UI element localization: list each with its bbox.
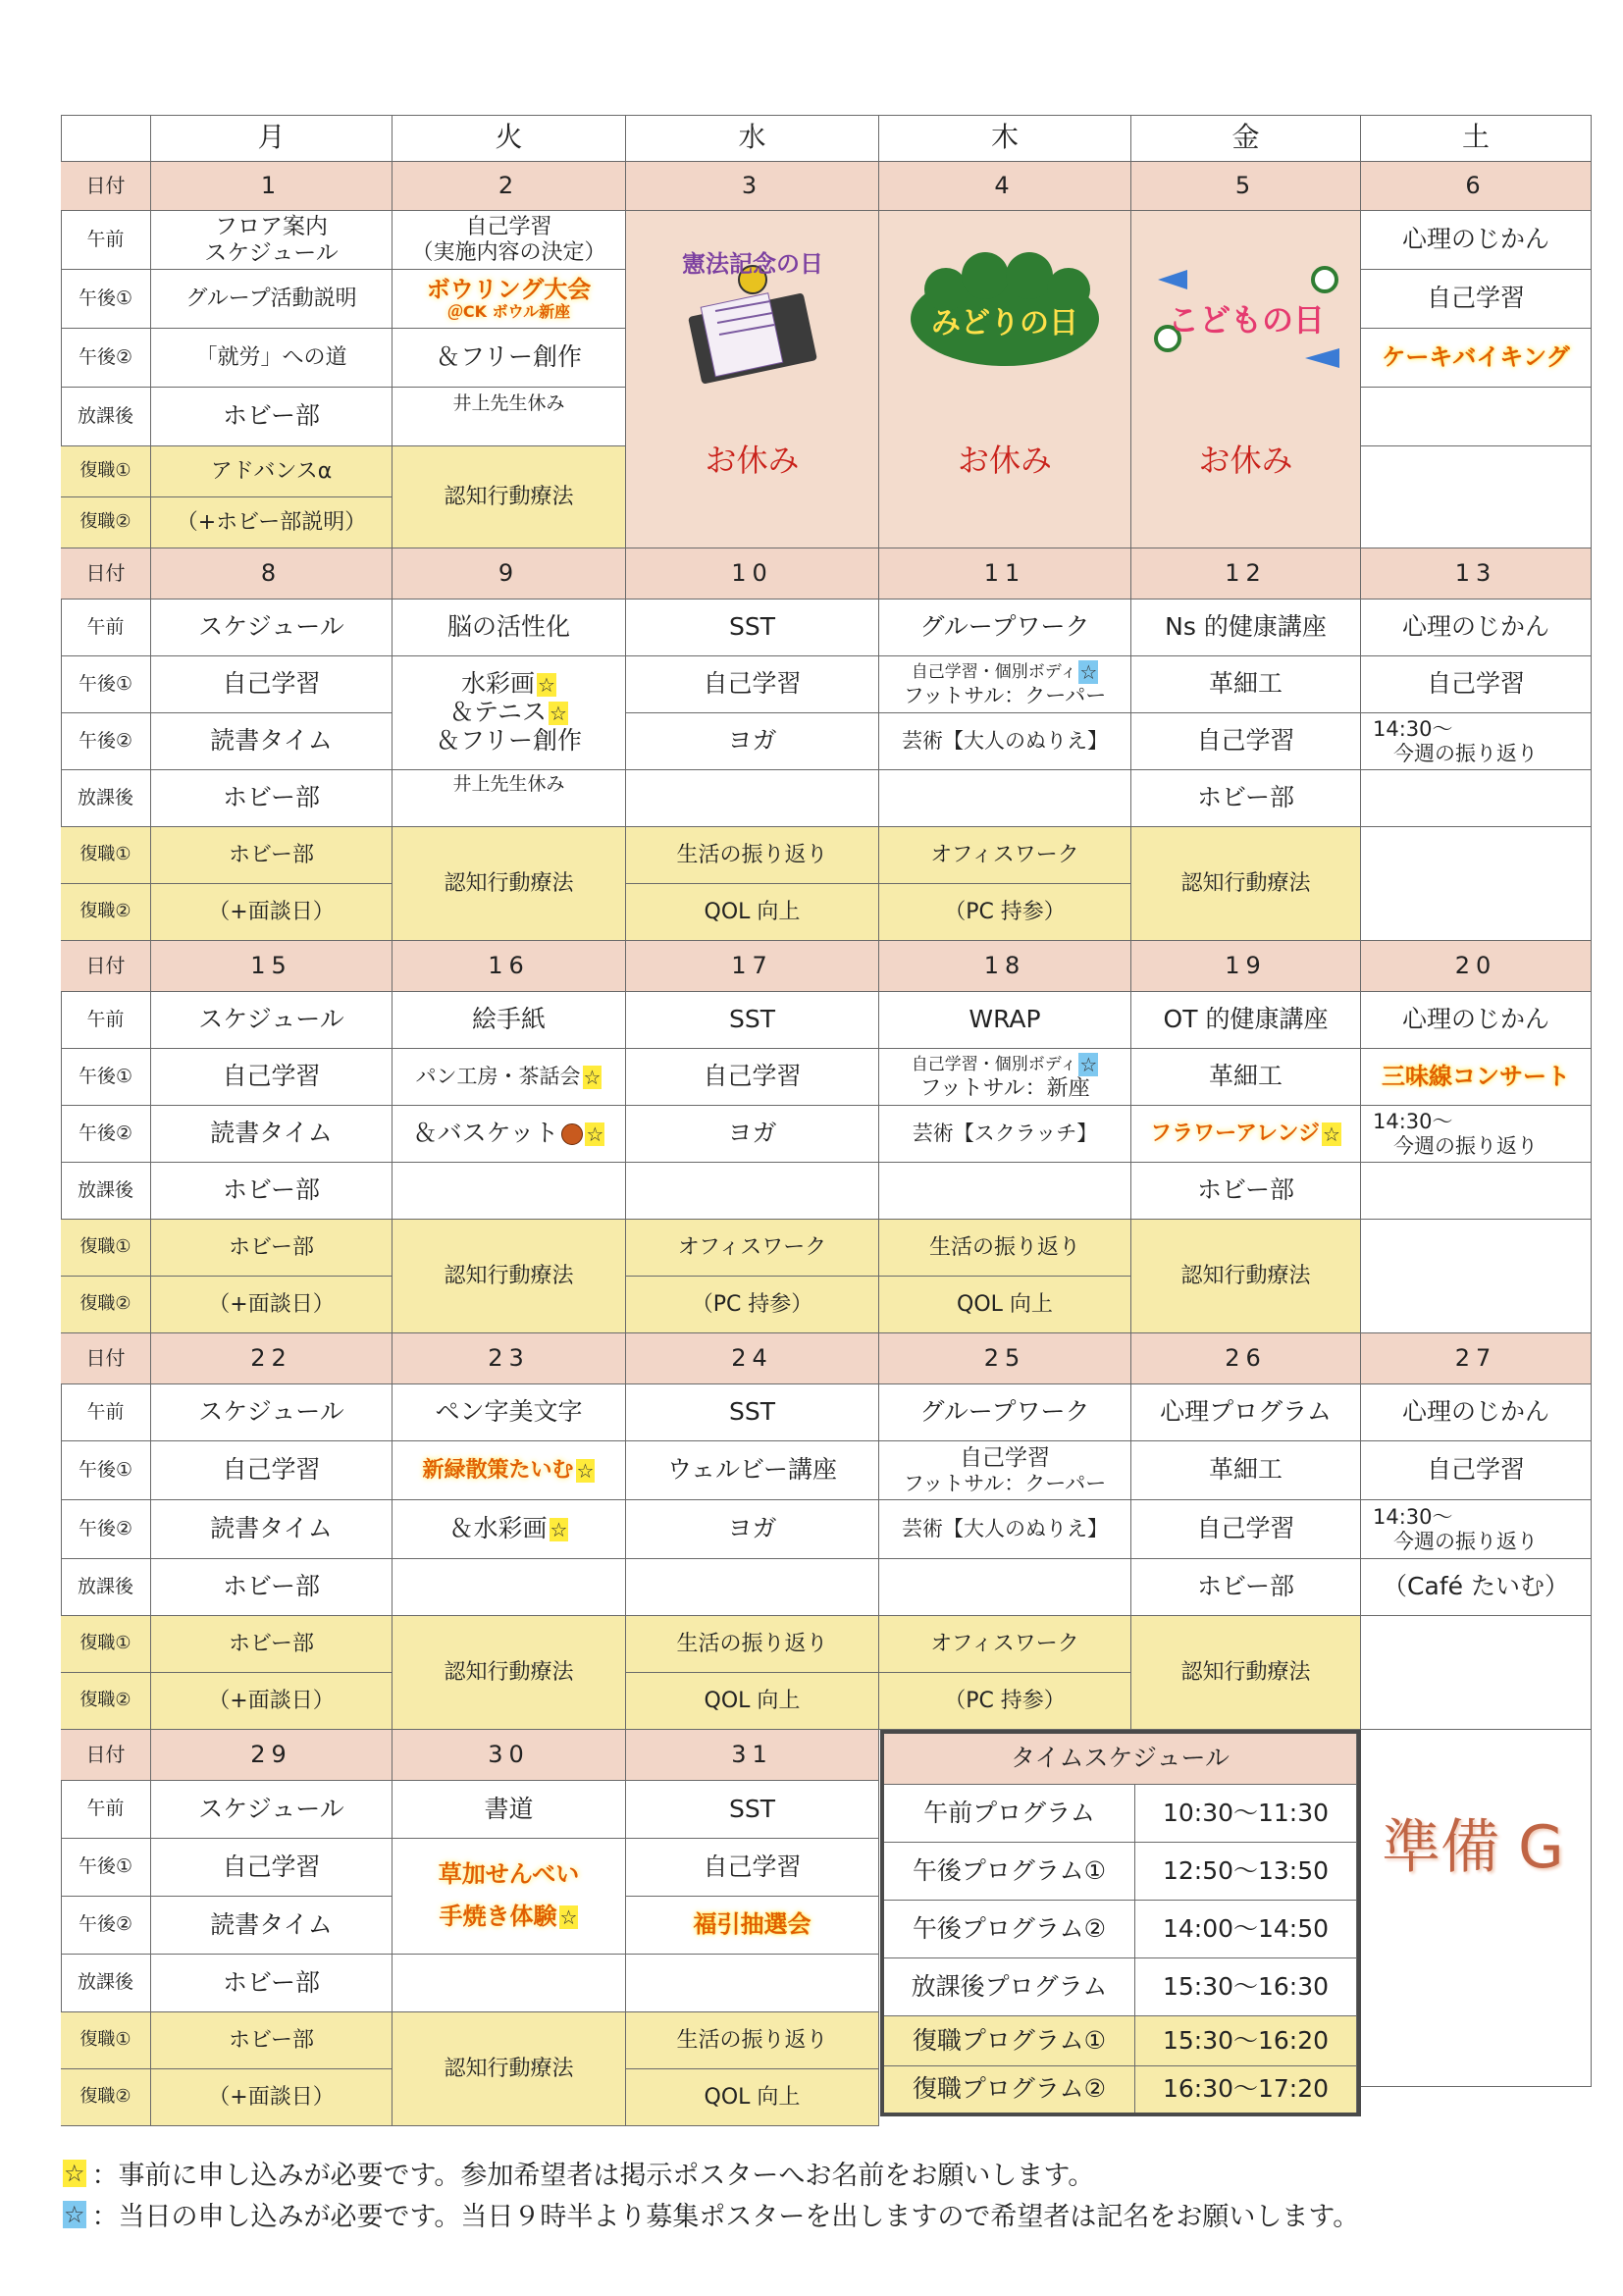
date-cell: 19 [1131, 941, 1361, 992]
mon-am: フロア案内 スケジュール [151, 211, 393, 270]
wed-return1: 生活の振り返り [626, 1616, 879, 1673]
mon-pm1: 自己学習 [151, 1441, 393, 1500]
thu-return2: （PC 持参） [879, 1673, 1131, 1730]
mon-return2: （+面談日） [151, 884, 393, 941]
tue-pm-line [461, 670, 556, 699]
childrens-day-art-text: こどもの日 [1167, 301, 1325, 339]
weekday-thu: 木 [879, 115, 1131, 162]
mon-return2: （+ホビー部説明） [151, 497, 393, 548]
weekday-wed: 水 [626, 115, 879, 162]
ts-time: 15:30～16:20 [1135, 2016, 1357, 2066]
tue-pm2: ＆フリー創作 [393, 329, 626, 388]
label-return1: 復職① [61, 827, 151, 884]
weekday-fri: 金 [1131, 115, 1361, 162]
thu-pm1-line [912, 1053, 1099, 1076]
fri-pm1: 革細工 [1131, 656, 1361, 713]
star-mark-blue: ☆ [1079, 660, 1098, 685]
thu-pm1 [879, 656, 1131, 713]
fri-after: ホビー部 [1131, 770, 1361, 827]
fri-pm1: 革細工 [1131, 1049, 1361, 1106]
star-mark: ☆ [64, 2159, 85, 2187]
star-mark: ☆ [559, 1905, 578, 1929]
tue-after [393, 1559, 626, 1616]
mon-pm1: 自己学習 [151, 1049, 393, 1106]
sat-am: 心理のじかん [1361, 1384, 1592, 1441]
thu-return1: オフィスワーク [879, 827, 1131, 884]
sat-after: （Café たいむ） [1361, 1559, 1592, 1616]
date-cell: 6 [1361, 162, 1592, 211]
tue-after [393, 1163, 626, 1220]
wed-am: SST [626, 1781, 879, 1839]
tue-return: 認知行動療法 [393, 827, 626, 941]
label-am: 午前 [61, 600, 151, 656]
tue-pm-b: ＆テニス [449, 698, 548, 727]
label-return1: 復職① [61, 2012, 151, 2069]
greenery-day-art-text: みどりの日 [931, 306, 1078, 340]
label-am: 午前 [61, 211, 151, 270]
mon-pm2: 読書タイム [151, 713, 393, 770]
date-cell: 16 [393, 941, 626, 992]
ts-name: 復職プログラム① [884, 2016, 1135, 2066]
tue-return: 認知行動療法 [393, 446, 626, 548]
note-blue [61, 2195, 1359, 2233]
label-return1: 復職① [61, 446, 151, 497]
corner-cell [61, 115, 151, 162]
fri-holiday-label: お休み [1198, 442, 1293, 479]
wed-after [626, 770, 879, 827]
fri-pm2-text: フラワーアレンジ [1150, 1121, 1320, 1146]
mon-return2: （+面談日） [151, 1673, 393, 1730]
tue-am: ペン字美文字 [393, 1384, 626, 1441]
date-cell: 10 [626, 548, 879, 600]
label-pm2: 午後② [61, 1106, 151, 1163]
tue-am: 絵手紙 [393, 992, 626, 1049]
sat-pm2: 14:30～ 今週の振り返り [1361, 1500, 1592, 1559]
date-cell: 3 [626, 162, 879, 211]
mon-pm1: 自己学習 [151, 656, 393, 713]
thu-holiday-label: お休み [957, 442, 1052, 479]
wed-am: SST [626, 1384, 879, 1441]
tue-pm1 [393, 270, 626, 329]
tue-after: 井上先生休み [393, 388, 626, 446]
wed-return2: QOL 向上 [626, 2069, 879, 2126]
sat-am: 心理のじかん [1361, 992, 1592, 1049]
label-return1: 復職① [61, 1220, 151, 1277]
tue-am: 自己学習 （実施内容の決定） [393, 211, 626, 270]
tue-after: 井上先生休み [393, 770, 626, 827]
date-cell: 25 [879, 1333, 1131, 1384]
thu-holiday [879, 211, 1131, 548]
thu-after [879, 770, 1131, 827]
date-cell: 18 [879, 941, 1131, 992]
label-pm1: 午後① [61, 1049, 151, 1106]
mon-pm2: 読書タイム [151, 1897, 393, 1955]
label-after: 放課後 [61, 1955, 151, 2012]
thu-pm1-a: 自己学習・個別ボディ [911, 662, 1077, 683]
star-mark: ☆ [550, 702, 567, 726]
mon-after: ホビー部 [151, 388, 393, 446]
tue-pm-a: 草加せんべい [438, 1860, 580, 1889]
label-after: 放課後 [61, 770, 151, 827]
label-pm2: 午後② [61, 1500, 151, 1559]
thu-pm1-a: 自己学習 [960, 1445, 1050, 1472]
ts-time: 15:30～16:30 [1135, 1958, 1357, 2016]
time-schedule-title: タイムスケジュール [884, 1734, 1357, 1785]
label-return1: 復職① [61, 1616, 151, 1673]
label-after: 放課後 [61, 388, 151, 446]
mon-am: スケジュール [151, 1781, 393, 1839]
fri-return: 認知行動療法 [1131, 1220, 1361, 1333]
wed-after [626, 1955, 879, 2012]
thu-pm2: 芸術【スクラッチ】 [879, 1106, 1131, 1163]
date-cell: 30 [393, 1730, 626, 1781]
mon-after: ホビー部 [151, 1559, 393, 1616]
label-am: 午前 [61, 992, 151, 1049]
thu-pm1 [879, 1049, 1131, 1106]
mon-return1: ホビー部 [151, 1616, 393, 1673]
tue-am: 脳の活性化 [393, 600, 626, 656]
star-mark: ☆ [1322, 1122, 1340, 1146]
label-after: 放課後 [61, 1559, 151, 1616]
constitution-day-illustration [654, 250, 851, 388]
wed-return1: 生活の振り返り [626, 827, 879, 884]
ts-name: 午前プログラム [884, 1785, 1135, 1843]
tue-pm1 [393, 1441, 626, 1500]
ts-time: 16:30～17:20 [1135, 2066, 1357, 2113]
fri-am: Ns 的健康講座 [1131, 600, 1361, 656]
thu-return1: オフィスワーク [879, 1616, 1131, 1673]
sat-am: 心理のじかん [1361, 211, 1592, 270]
weekday-mon: 月 [151, 115, 393, 162]
ts-time: 10:30～11:30 [1135, 1785, 1357, 1843]
fri-pm2: 自己学習 [1131, 713, 1361, 770]
date-cell: 13 [1361, 548, 1592, 600]
mon-return2: （+面談日） [151, 1277, 393, 1333]
tue-am: 書道 [393, 1781, 626, 1839]
junbi-area [1361, 1730, 1592, 2087]
mon-pm2: 読書タイム [151, 1500, 393, 1559]
fri-holiday [1131, 211, 1361, 548]
wed-holiday [626, 211, 879, 548]
tue-pm [393, 656, 626, 770]
time-schedule-box [880, 1730, 1361, 2116]
tue-return: 認知行動療法 [393, 2012, 626, 2126]
wed-pm2: ヨガ [626, 1106, 879, 1163]
star-mark: ☆ [550, 1517, 568, 1541]
mon-pm1: 自己学習 [151, 1839, 393, 1897]
fri-pm2: 自己学習 [1131, 1500, 1361, 1559]
wed-after [626, 1559, 879, 1616]
wed-pm1: ウェルビー講座 [626, 1441, 879, 1500]
thu-return2: （PC 持参） [879, 884, 1131, 941]
date-cell: 2 [393, 162, 626, 211]
sat-pm2: 14:30～ 今週の振り返り [1361, 1106, 1592, 1163]
sat-pm1: 自己学習 [1361, 1441, 1592, 1500]
date-cell: 24 [626, 1333, 879, 1384]
sat-return [1361, 446, 1592, 548]
wed-pm2: ヨガ [626, 713, 879, 770]
thu-am: グループワーク [879, 1384, 1131, 1441]
tue-return: 認知行動療法 [393, 1220, 626, 1333]
mon-after: ホビー部 [151, 1163, 393, 1220]
tue-pm-line [440, 1903, 579, 1931]
thu-pm1-line [912, 660, 1099, 684]
tue-pm-b: 手焼き体験 [439, 1902, 557, 1930]
sat-pm1: 自己学習 [1361, 270, 1592, 329]
mon-pm2: 読書タイム [151, 1106, 393, 1163]
label-pm2: 午後② [61, 329, 151, 388]
tue-pm [393, 1839, 626, 1955]
date-cell: 27 [1361, 1333, 1592, 1384]
mon-am: スケジュール [151, 992, 393, 1049]
fri-return: 認知行動療法 [1131, 827, 1361, 941]
thu-am: グループワーク [879, 600, 1131, 656]
weekday-tue: 火 [393, 115, 626, 162]
wed-am: SST [626, 992, 879, 1049]
mon-am: スケジュール [151, 1384, 393, 1441]
wed-pm1: 自己学習 [626, 1839, 879, 1897]
ts-name: 午後プログラム② [884, 1901, 1135, 1958]
mon-pm2: 「就労」への道 [151, 329, 393, 388]
mon-return1: ホビー部 [151, 1220, 393, 1277]
fri-after: ホビー部 [1131, 1559, 1361, 1616]
sat-pm2: ケーキバイキング [1361, 329, 1592, 388]
tue-pm2-text: ＆水彩画 [448, 1514, 548, 1543]
date-cell: 8 [151, 548, 393, 600]
label-am: 午前 [61, 1384, 151, 1441]
fri-am: OT 的健康講座 [1131, 992, 1361, 1049]
sat-pm2: 14:30～ 今週の振り返り [1361, 713, 1592, 770]
date-cell: 17 [626, 941, 879, 992]
mon-after: ホビー部 [151, 770, 393, 827]
thu-pm2: 芸術【大人のぬりえ】 [879, 713, 1131, 770]
sat-am: 心理のじかん [1361, 600, 1592, 656]
tue-return: 認知行動療法 [393, 1616, 626, 1730]
tue-pm1-event: ボウリング大会 [426, 275, 592, 303]
label-pm1: 午後① [61, 656, 151, 713]
tue-pm2-text: ＆バスケット [412, 1119, 559, 1148]
date-cell: 9 [393, 548, 626, 600]
mon-return1: ホビー部 [151, 827, 393, 884]
wed-pm2: 福引抽選会 [626, 1897, 879, 1955]
greenery-day-illustration [907, 250, 1103, 388]
label-pm2: 午後② [61, 713, 151, 770]
sat-return [1361, 1616, 1592, 1730]
label-date: 日付 [61, 1730, 151, 1781]
thu-pm2: 芸術【大人のぬりえ】 [879, 1500, 1131, 1559]
fri-after: ホビー部 [1131, 1163, 1361, 1220]
sat-return [1361, 827, 1592, 941]
label-date: 日付 [61, 941, 151, 992]
wed-holiday-label: お休み [705, 442, 800, 479]
label-am: 午前 [61, 1781, 151, 1839]
mon-return2: （+面談日） [151, 2069, 393, 2126]
label-after: 放課後 [61, 1163, 151, 1220]
tue-after [393, 1955, 626, 2012]
label-pm1: 午後① [61, 1441, 151, 1500]
star-mark-blue: ☆ [1079, 1052, 1098, 1076]
date-cell: 12 [1131, 548, 1361, 600]
tue-pm2 [393, 1500, 626, 1559]
date-cell: 4 [879, 162, 1131, 211]
date-cell: 11 [879, 548, 1131, 600]
thu-after [879, 1559, 1131, 1616]
note-blue-text: ：当日の申し込みが必要です。当日９時半より募集ポスターを出しますので希望者は記名をお願いします。 [91, 2202, 1360, 2232]
wed-pm2: ヨガ [626, 1500, 879, 1559]
label-pm1: 午後① [61, 1839, 151, 1897]
basketball-icon [561, 1123, 583, 1145]
label-return2: 復職② [61, 497, 151, 548]
thu-after [879, 1163, 1131, 1220]
date-cell: 1 [151, 162, 393, 211]
date-cell: 22 [151, 1333, 393, 1384]
thu-pm1 [879, 1441, 1131, 1500]
sat-pm1: 三味線コンサート [1361, 1049, 1592, 1106]
thu-pm1-b: フットサル：クーパー [903, 684, 1107, 708]
sat-after [1361, 1163, 1592, 1220]
tue-pm1-text: パン工房・茶話会 [415, 1065, 581, 1089]
date-cell: 5 [1131, 162, 1361, 211]
tue-pm-a: 水彩画 [461, 669, 536, 699]
tue-pm1 [393, 1049, 626, 1106]
childrens-day-illustration [1148, 250, 1344, 388]
star-mark-blue: ☆ [64, 2200, 85, 2228]
thu-pm1-b: フットサル：新座 [919, 1075, 1090, 1101]
date-cell: 20 [1361, 941, 1592, 992]
ts-time: 12:50～13:50 [1135, 1843, 1357, 1901]
wed-am: SST [626, 600, 879, 656]
wed-return2: QOL 向上 [626, 1673, 879, 1730]
label-return2: 復職② [61, 1673, 151, 1730]
fri-pm2 [1131, 1106, 1361, 1163]
ts-time: 14:00～14:50 [1135, 1901, 1357, 1958]
note-yellow [61, 2154, 1094, 2192]
thu-return1: 生活の振り返り [879, 1220, 1131, 1277]
date-cell: 15 [151, 941, 393, 992]
label-date: 日付 [61, 162, 151, 211]
sat-return [1361, 1220, 1592, 1333]
tue-pm1-sub: ＠CK ボウル新座 [446, 302, 571, 322]
wed-return2: QOL 向上 [626, 884, 879, 941]
wed-pm1: 自己学習 [626, 1049, 879, 1106]
mon-am: スケジュール [151, 600, 393, 656]
mon-return1: ホビー部 [151, 2012, 393, 2069]
mon-pm1: グループ活動説明 [151, 270, 393, 329]
fri-return: 認知行動療法 [1131, 1616, 1361, 1730]
sat-after [1361, 770, 1592, 827]
thu-am: WRAP [879, 992, 1131, 1049]
label-date: 日付 [61, 1333, 151, 1384]
mon-after: ホビー部 [151, 1955, 393, 2012]
date-cell: 29 [151, 1730, 393, 1781]
sat-pm1: 自己学習 [1361, 656, 1592, 713]
label-return2: 復職② [61, 2069, 151, 2126]
wed-return1: オフィスワーク [626, 1220, 879, 1277]
tue-pm-line [449, 699, 568, 727]
fri-am: 心理プログラム [1131, 1384, 1361, 1441]
label-pm1: 午後① [61, 270, 151, 329]
label-pm2: 午後② [61, 1897, 151, 1955]
tue-pm-c: ＆フリー創作 [435, 725, 582, 755]
wed-pm1: 自己学習 [626, 656, 879, 713]
fri-pm1: 革細工 [1131, 1441, 1361, 1500]
date-cell: 26 [1131, 1333, 1361, 1384]
thu-pm1-a: 自己学習・個別ボディ [911, 1054, 1077, 1074]
tue-pm1-text: 新緑散策たいむ [422, 1457, 574, 1483]
tue-pm2 [393, 1106, 626, 1163]
wed-return2: （PC 持参） [626, 1277, 879, 1333]
sat-after [1361, 388, 1592, 446]
star-mark: ☆ [586, 1122, 604, 1146]
label-return2: 復職② [61, 1277, 151, 1333]
label-date: 日付 [61, 548, 151, 600]
ts-name: 復職プログラム② [884, 2066, 1135, 2113]
thu-return2: QOL 向上 [879, 1277, 1131, 1333]
star-mark: ☆ [576, 1458, 595, 1483]
ts-name: 午後プログラム① [884, 1843, 1135, 1901]
label-return2: 復職② [61, 884, 151, 941]
weekday-sat: 土 [1361, 115, 1592, 162]
date-cell: 23 [393, 1333, 626, 1384]
star-mark: ☆ [583, 1065, 602, 1089]
thu-pm1-b: フットサル：クーパー [903, 1471, 1107, 1495]
junbi-label: 準備 G [1382, 1813, 1564, 1882]
wed-after [626, 1163, 879, 1220]
star-mark: ☆ [538, 673, 555, 698]
date-cell: 31 [626, 1730, 879, 1781]
wed-return1: 生活の振り返り [626, 2012, 879, 2069]
note-yellow-text: ：事前に申し込みが必要です。参加希望者は掲示ポスターへお名前をお願いします。 [91, 2161, 1095, 2191]
ts-name: 放課後プログラム [884, 1958, 1135, 2016]
mon-return1: アドバンスα [151, 446, 393, 497]
constitution-day-art-text: 憲法記念の日 [681, 250, 823, 278]
